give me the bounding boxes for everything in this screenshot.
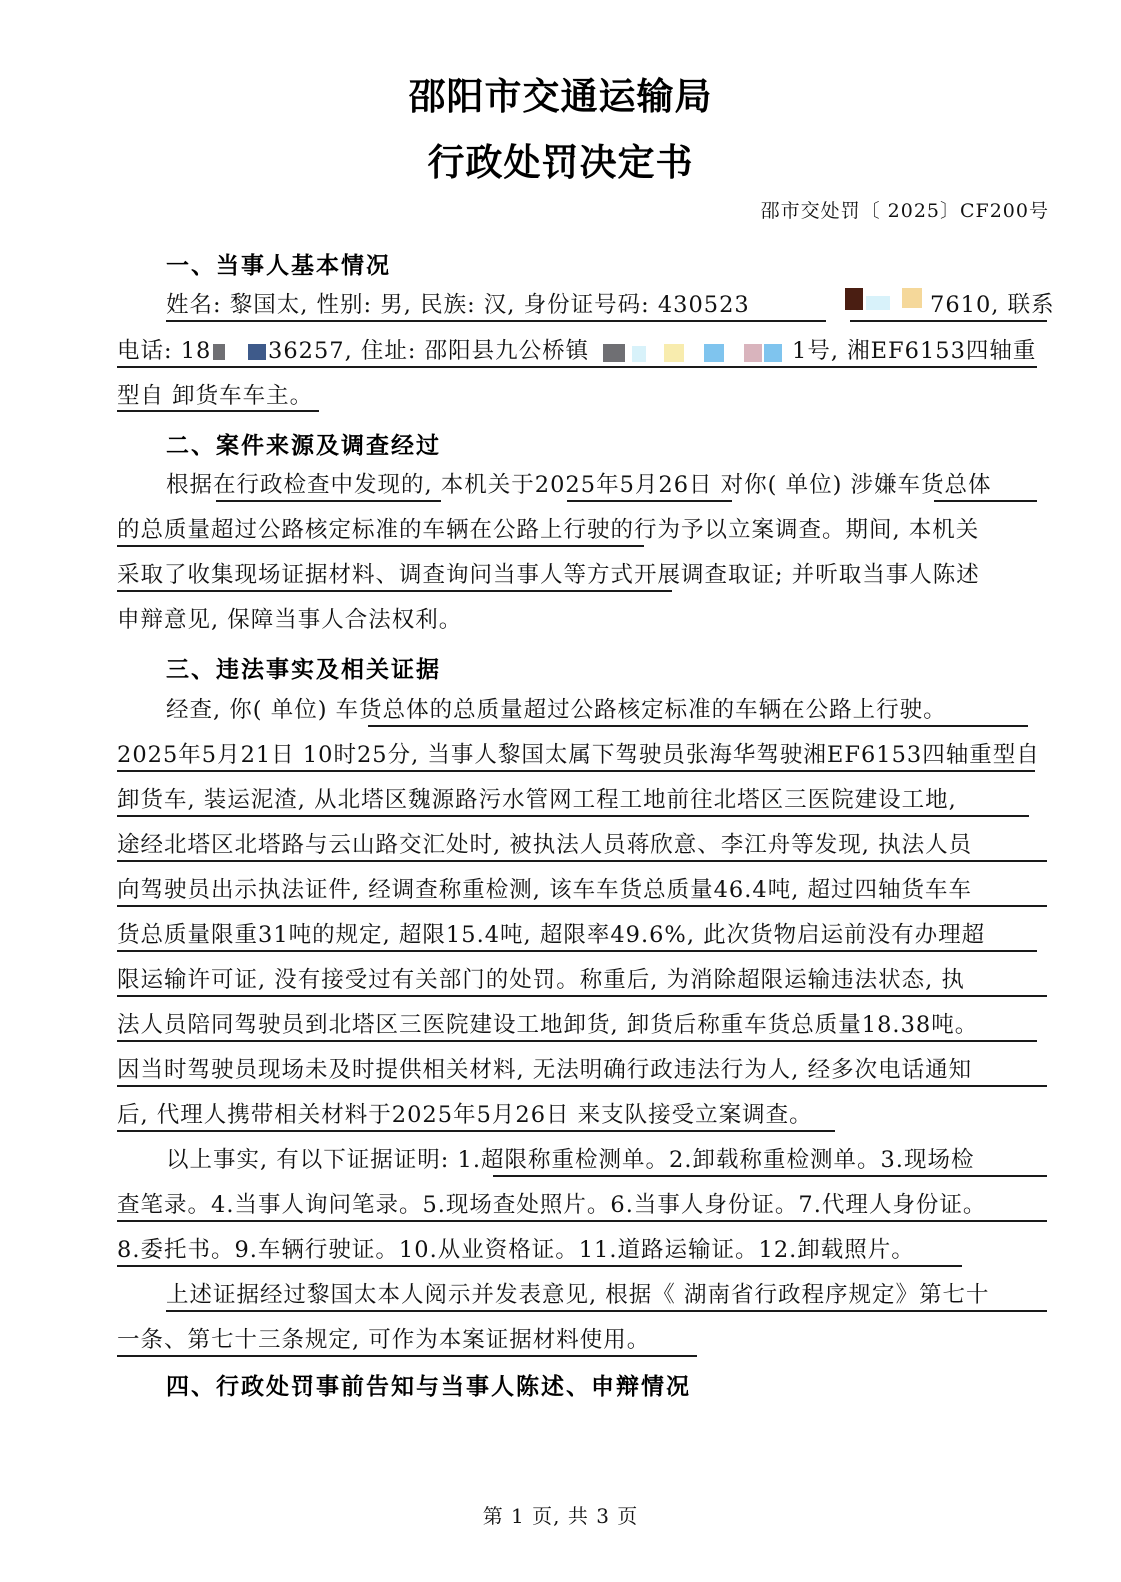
redaction-block <box>632 346 646 362</box>
underline <box>567 500 732 502</box>
underline <box>117 860 1047 862</box>
redaction-block <box>764 344 782 362</box>
page-number: 第 1 页, 共 3 页 <box>482 1504 639 1528</box>
facts-line: 后, 代理人携带相关材料于2025年5月26日 来支队接受立案调查。 <box>117 1102 813 1128</box>
facts-line: 向驾驶员出示执法证件, 经调查称重检测, 该车车货总质量46.4吨, 超过四轴货车车 <box>117 877 973 903</box>
underline <box>117 815 1029 817</box>
evidence-line: 以上事实, 有以下证据证明: 1.超限称重检测单。2.卸载称重检测单。3.现场检 <box>166 1147 975 1173</box>
agency-title: 邵阳市交通运输局 <box>408 75 713 118</box>
underline <box>117 1085 1047 1087</box>
facts-line: 2025年5月21日 10时25分, 当事人黎国太属下驾驶员张海华驾驶湘EF6153四轴重型自 <box>117 742 1040 768</box>
underline <box>117 1265 962 1267</box>
underline <box>166 320 826 322</box>
underline <box>117 1040 1037 1042</box>
redaction-block <box>744 344 762 362</box>
document-title: 行政处罚决定书 <box>427 141 694 184</box>
section-heading-source: 二、案件来源及调查经过 <box>166 433 441 459</box>
redaction-block <box>902 288 922 308</box>
party-line-2-a: 电话: 18 <box>117 338 212 364</box>
redaction-block <box>248 344 266 360</box>
underline <box>117 770 1035 772</box>
facts-line: 经查, 你( 单位) 车货总体的总质量超过公路核定标准的车辆在公路上行驶。 <box>166 697 947 723</box>
underline <box>368 725 1028 727</box>
source-line: 采取了收集现场证据材料、调查询问当事人等方式开展调查取证; 并听取当事人陈述 <box>117 562 980 588</box>
document-number: 邵市交处罚〔 2025〕CF200号 <box>760 200 1049 222</box>
facts-line: 卸货车, 装运泥渣, 从北塔区魏源路污水管网工程工地前往北塔区三医院建设工地, <box>117 787 957 813</box>
review-line: 一条、第七十三条规定, 可作为本案证据材料使用。 <box>117 1327 651 1353</box>
evidence-line: 8.委托书。9.车辆行驶证。10.从业资格证。11.道路运输证。12.卸载照片。 <box>117 1237 915 1263</box>
section-heading-party: 一、当事人基本情况 <box>166 253 391 279</box>
redaction-block <box>664 344 684 362</box>
underline <box>934 500 1037 502</box>
source-line: 根据在行政检查中发现的, 本机关于2025年5月26日 对你( 单位) 涉嫌车货总体 <box>166 472 992 498</box>
party-line-1-end <box>930 290 1055 320</box>
underline <box>117 545 644 547</box>
source-line: 的总质量超过公路核定标准的车辆在公路上行驶的行为予以立案调查。期间, 本机关 <box>117 517 980 543</box>
underline <box>850 320 1047 322</box>
underline <box>216 500 441 502</box>
review-line: 上述证据经过黎国太本人阅示并发表意见, 根据《 湖南省行政程序规定》第七十 <box>166 1282 990 1308</box>
facts-line: 途经北塔区北塔路与云山路交汇处时, 被执法人员蒋欣意、李江舟等发现, 执法人员 <box>117 832 973 858</box>
underline <box>117 1220 1047 1222</box>
party-line-3 <box>117 381 1047 411</box>
party-line-2-c: 1号, 湘EF6153四轴重 <box>792 338 1037 364</box>
redaction-block <box>866 296 890 310</box>
section-heading-facts: 三、违法事实及相关证据 <box>166 657 441 683</box>
source-line: 申辩意见, 保障当事人合法权利。 <box>117 607 463 633</box>
facts-line: 限运输许可证, 没有接受过有关部门的处罚。称重后, 为消除超限运输违法状态, 执 <box>117 967 965 993</box>
facts-line: 因当时驾驶员现场未及时提供相关材料, 无法明确行政违法行为人, 经多次电话通知 <box>117 1057 973 1083</box>
evidence-line: 查笔录。4.当事人询问笔录。5.现场查处照片。6.当事人身份证。7.代理人身份证。 <box>117 1192 987 1218</box>
redaction-block <box>603 344 625 362</box>
redaction-block <box>845 288 863 310</box>
underline <box>493 1175 1047 1177</box>
underline <box>117 410 319 412</box>
facts-line: 货总质量限重31吨的规定, 超限15.4吨, 超限率49.6%, 此次货物启运前没有办理超 <box>117 922 986 948</box>
underline <box>117 1130 835 1132</box>
section-heading-notice: 四、行政处罚事前告知与当事人陈述、申辩情况 <box>166 1374 691 1400</box>
underline <box>117 995 1047 997</box>
party-line-3-text: 型自 卸货车车主。 <box>117 383 314 409</box>
party-line-1-end-text: 7610, 联系 <box>930 292 1055 318</box>
redaction-block <box>704 344 724 362</box>
underline <box>117 905 1047 907</box>
party-line-1-text: 姓名: 黎国太, 性别: 男, 民族: 汉, 身份证号码: 430523 <box>166 292 750 318</box>
underline <box>117 950 1037 952</box>
party-line-2-end <box>792 336 1047 366</box>
underline <box>117 590 672 592</box>
underline <box>117 366 1037 368</box>
party-line-2-mid <box>268 336 608 366</box>
facts-line: 法人员陪同驾驶员到北塔区三医院建设工地卸货, 卸货后称重车货总质量18.38吨。 <box>117 1012 979 1038</box>
party-line-2-b: 36257, 住址: 邵阳县九公桥镇 <box>268 338 590 364</box>
redaction-block <box>213 344 225 360</box>
underline <box>166 1310 1047 1312</box>
underline <box>117 1355 697 1357</box>
